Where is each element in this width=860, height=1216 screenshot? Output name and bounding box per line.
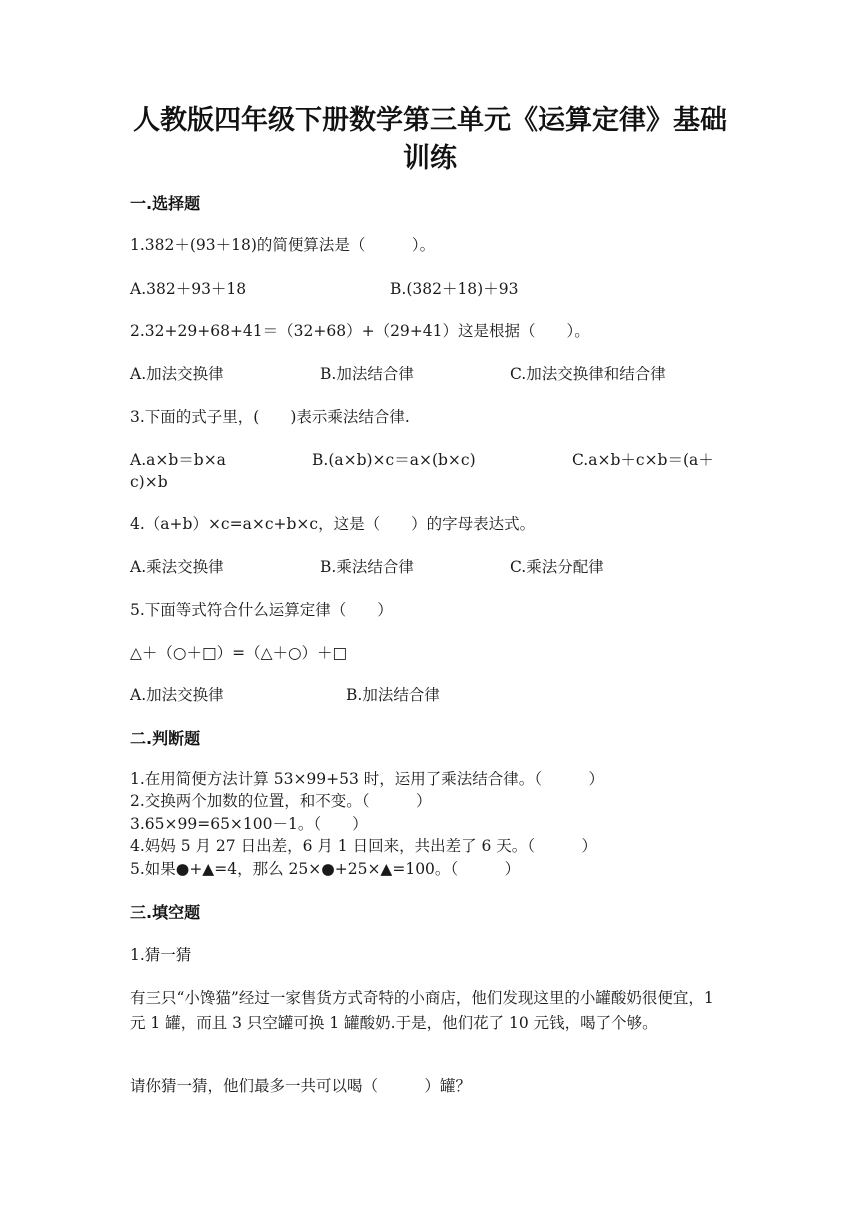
question-3-option-c: C.a×b＋c×b＝(a＋ [572, 451, 714, 469]
question-2-option-a: A.加法交换律 [130, 365, 224, 383]
title-line-1: 人教版四年级下册数学第三单元《运算定律》基础 [133, 105, 727, 136]
section-heading-fill: 三.填空题 [130, 903, 201, 922]
question-4-text: 4.（a+b）×c=a×c+b×c，这是（ ）的字母表达式。 [130, 515, 536, 533]
page-title [100, 102, 760, 178]
question-4-option-c: C.乘法分配律 [510, 558, 604, 576]
question-2-option-c: C.加法交换律和结合律 [510, 365, 666, 383]
fill-question-1-label: 1.猜一猜 [130, 946, 192, 964]
question-4-option-b: B.乘法结合律 [320, 558, 414, 576]
question-1-option-b: B.(382＋18)＋93 [390, 280, 519, 298]
fill-question-1-paragraph: 有三只“小馋猫”经过一家售货方式奇特的小商店，他们发现这里的小罐酸奶很便宜，1 元 1 罐，而且 3 只空罐可换 1 罐酸奶.于是，他们花了 10 元钱，喝了个够。 [130, 989, 714, 1032]
judge-item-4: 4.妈妈 5 月 27 日出差，6 月 1 日回来，共出差了 6 天。（ ） [130, 837, 598, 855]
judge-item-5: 5.如果●+▲=4，那么 25×●+25×▲=100。（ ） [130, 860, 521, 878]
judge-item-1: 1.在用简便方法计算 53×99+53 时，运用了乘法结合律。（ ） [130, 770, 605, 788]
question-5-option-b: B.加法结合律 [346, 686, 440, 704]
question-4-option-a: A.乘法交换律 [130, 558, 224, 576]
judge-item-3: 3.65×99=65×100－1。（ ） [130, 815, 368, 833]
title-line-2: 训练 [403, 143, 457, 174]
question-2-option-b: B.加法结合律 [320, 365, 414, 383]
question-3-text: 3.下面的式子里，( )表示乘法结合律. [130, 408, 410, 426]
question-1-text: 1.382＋(93＋18)的简便算法是（ ）。 [130, 236, 436, 254]
fill-question-1-ask: 请你猜一猜，他们最多一共可以喝（ ）罐？ [130, 1077, 472, 1095]
section-heading-judge: 二.判断题 [130, 729, 201, 748]
question-1-option-a: A.382＋93＋18 [130, 280, 247, 298]
question-3-option-c-continued: c)×b [130, 473, 168, 491]
question-3-option-a: A.a×b＝b×a [130, 451, 226, 469]
question-5-option-a: A.加法交换律 [130, 686, 224, 704]
question-3-option-b: B.(a×b)×c＝a×(b×c) [312, 451, 476, 469]
question-2-text: 2.32+29+68+41＝（32+68）+（29+41）这是根据（ ）。 [130, 322, 590, 340]
question-5-formula: △＋（○＋□）=（△＋○）＋□ [130, 644, 348, 662]
judge-item-2: 2.交换两个加数的位置，和不变。（ ） [130, 792, 432, 810]
section-heading-choice: 一.选择题 [130, 194, 201, 213]
question-5-text: 5.下面等式符合什么运算定律（ ） [130, 601, 393, 619]
